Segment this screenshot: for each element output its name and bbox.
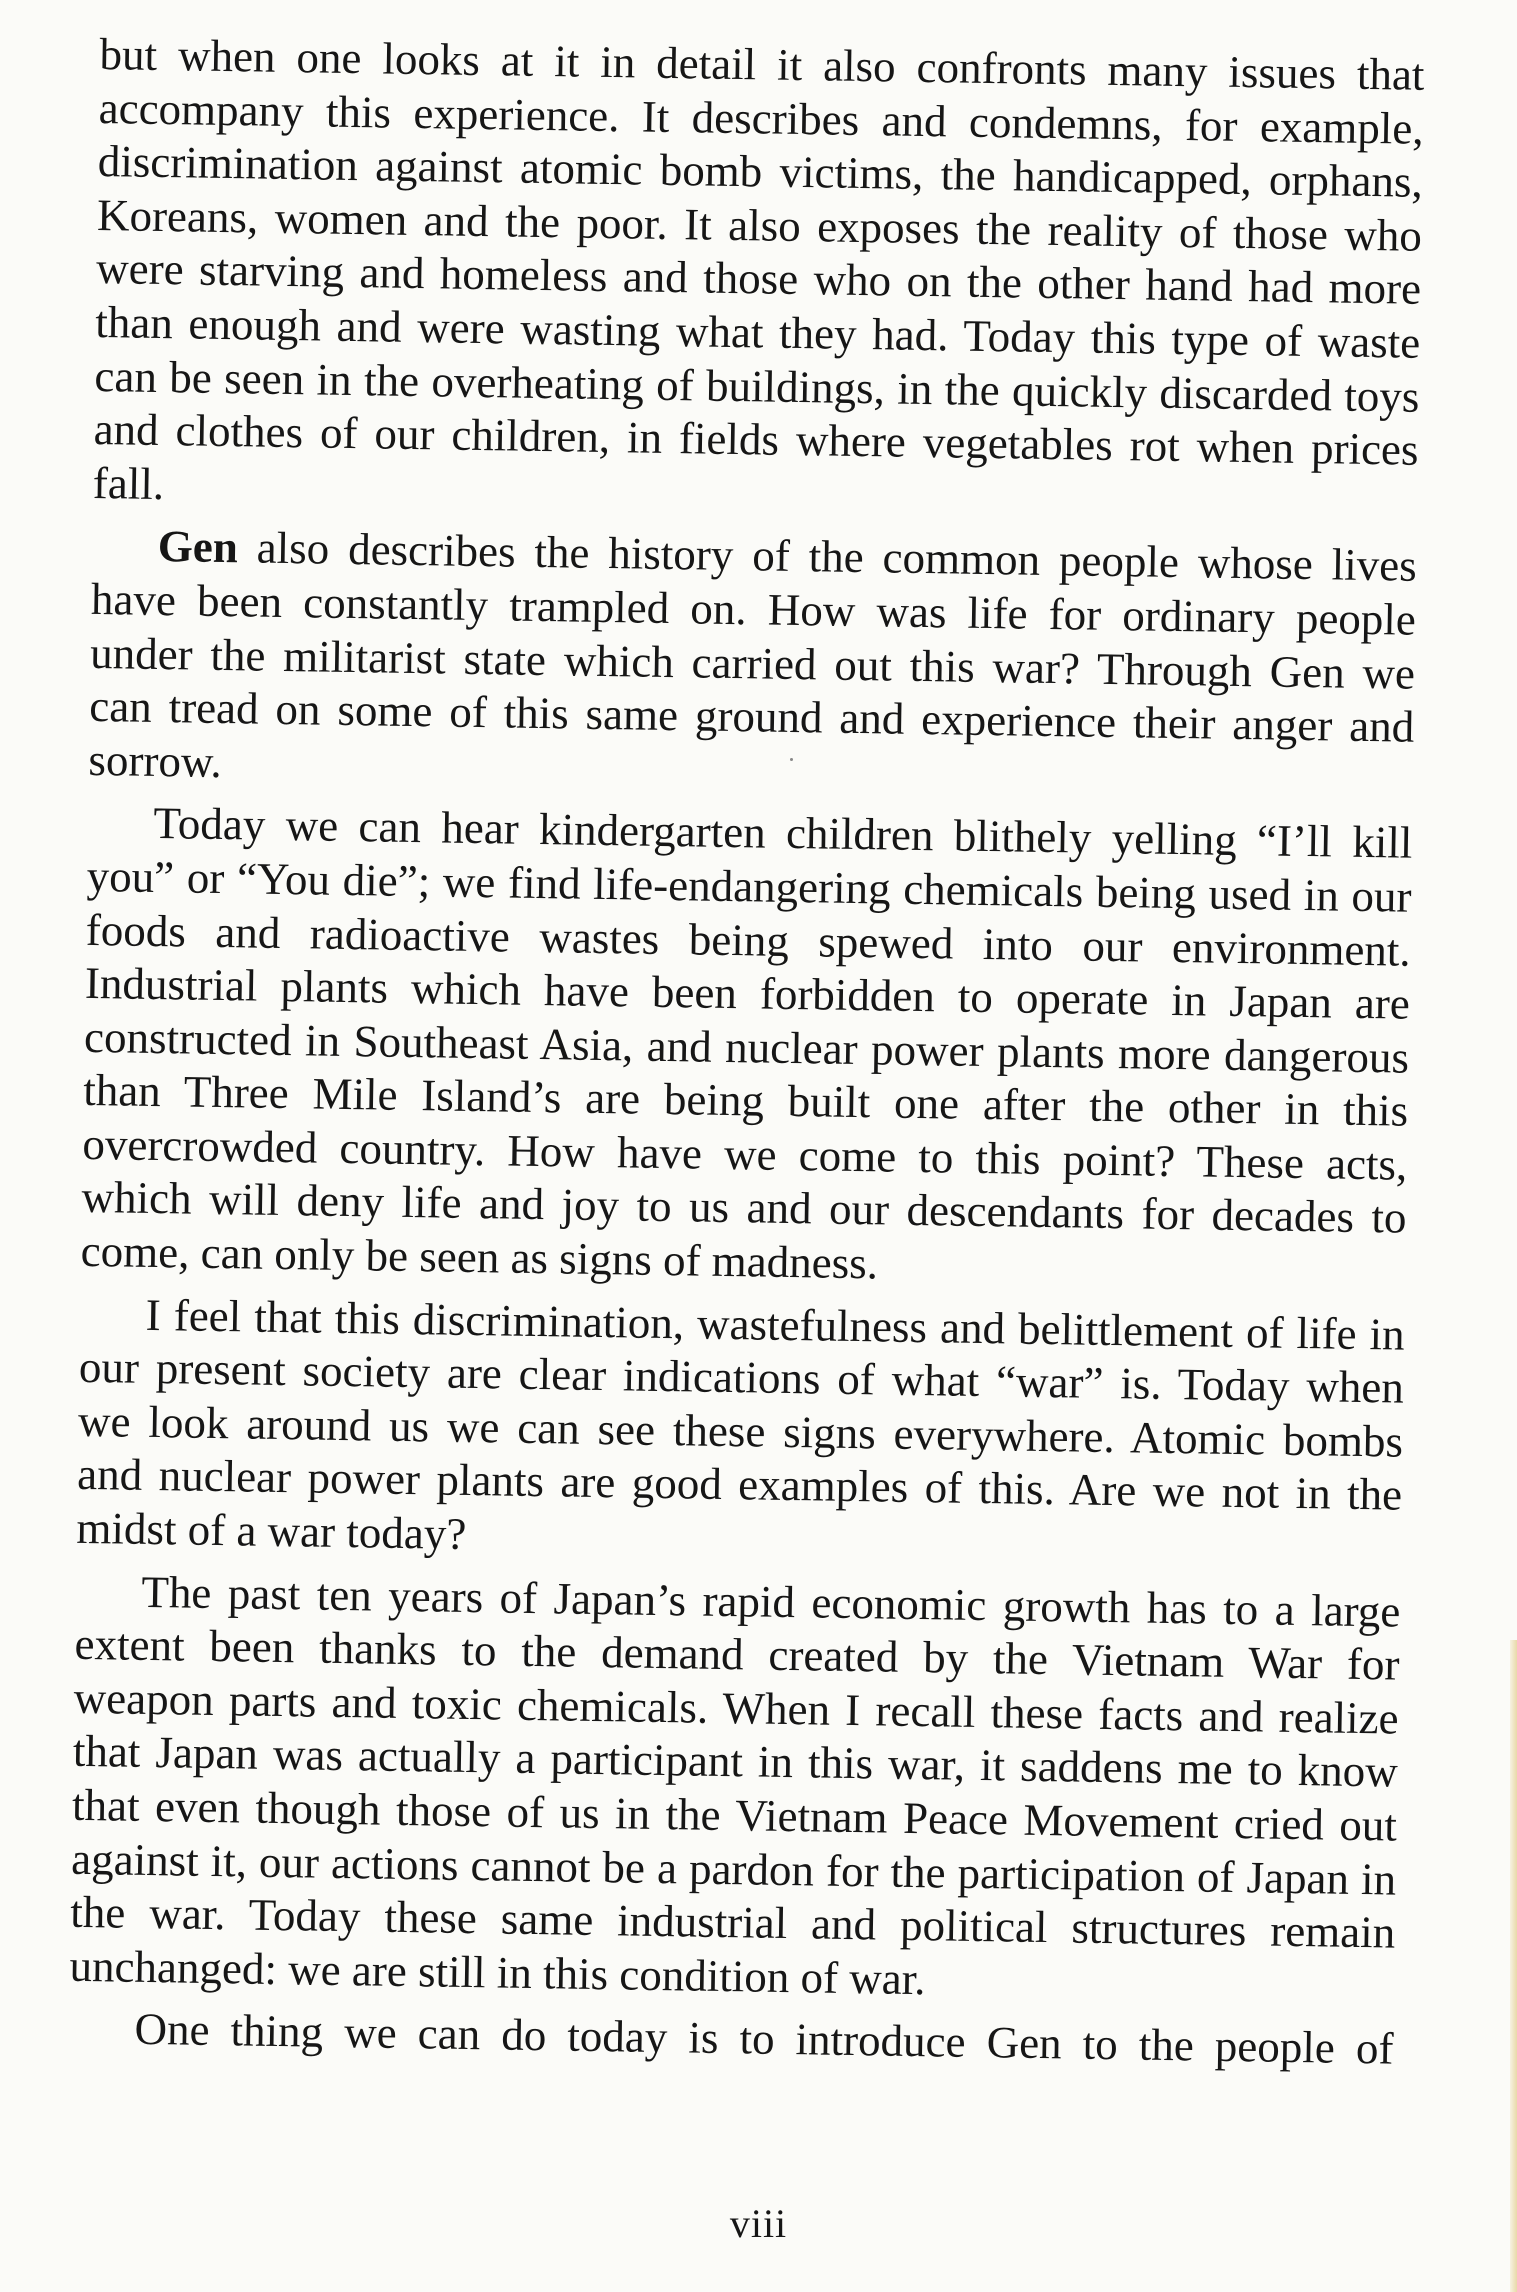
paragraph-2 (88, 519, 1417, 808)
paragraph-6 (68, 2002, 1394, 2076)
paragraph-2-text: also describes the history of the common people whose lives have been constantly trampled on. How was life for ordinary people under the militarist state which carried out this war? Through Gen we can tread on some of this same ground and experience their anger and sorrow. (88, 522, 1418, 787)
paragraph-1-text: but when one looks at it in detail it also confronts many issues that accompany this experience. It describes and condemns, for example, discrimination against atomic bomb victims, the handicapped, orphans, Koreans, women and the poor. It also exposes the reality of those who were starving and homeless and those who on the other hand had more than enough and were wasting what they had. Today this type of waste can be seen in the overheating of buildings, in the quickly discarded toys and clothes of our children, in fields where vegetables rot when prices fall. (92, 28, 1425, 509)
paragraph-6-text: One thing we can do today is to introduce Gen to the people of (134, 2004, 1394, 2074)
paragraph-1 (92, 28, 1424, 531)
page-edge-shadow (1510, 1640, 1517, 2292)
paragraph-5 (69, 1564, 1401, 2014)
paragraph-5-text: The past ten years of Japan’s rapid economic growth has to a large extent been thanks to the demand created by the Vietnam War for weapon parts and toxic chemicals. When I recall these facts and realize that Japan was actually a participant in this war, it saddens me to know that even though those of us in the Vietnam Peace Movement cried out against it, our actions cannot be a pardon for the participation of Japan in the war. Today these same industrial and political structures remain unchanged: we are still in this condition of war. (69, 1566, 1401, 2004)
paragraph-3 (80, 796, 1412, 1299)
paragraph-2-lead: Gen (157, 521, 239, 573)
body-text (68, 28, 1425, 2086)
paragraph-4 (76, 1288, 1405, 1577)
paragraph-3-text: Today we can hear kindergarten children blithely yelling “I’ll kill you” or “You die”; we find life-endangering chemicals being used in our foods and radioactive wastes being spewed into our environment. Industrial plants which have been forbidden to operate in Japan are constructed in Southeast Asia, and nuclear power plants more dangerous than Three Mile Island’s are being built one after the other in this overcrowded country. How have we come to this point? These acts, which will deny life and joy to us and our descendants for decades to come, can only be seen as signs of madness. (80, 798, 1413, 1289)
paragraph-4-text: I feel that this discrimination, wastefulness and belittlement of life in our present society are clear indications of what “war” is. Today when we look around us we can see these signs everywhere. Atomic bombs and nuclear power plants are good examples of this. Are we not in the midst of a war today? (76, 1289, 1406, 1559)
paper-speck (790, 758, 793, 761)
page-number: viii (729, 2201, 788, 2246)
